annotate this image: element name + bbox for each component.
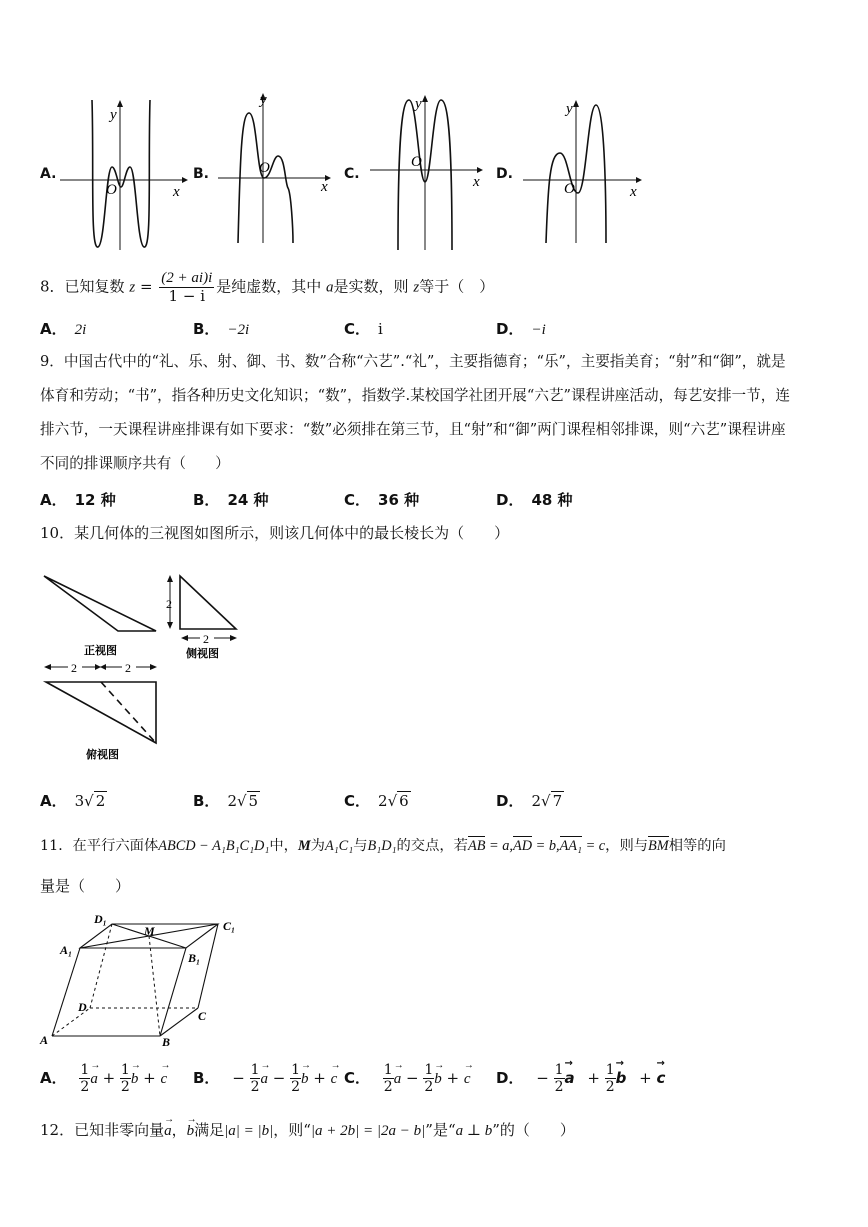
option-coef: 2 [378,792,388,810]
option-coef: 3 [74,792,85,810]
option-label: A． [40,792,67,810]
q11-vec-ab: AB [467,838,486,854]
q8-option-d[interactable] [496,318,546,339]
q8-lead: 已知复数 [64,277,125,296]
q8-z2: z [413,279,420,296]
label-d: D [78,1000,87,1014]
q11-option-b[interactable] [193,1062,337,1095]
origin-label: O [411,154,422,170]
label-c: C [198,1009,207,1023]
origin-label: O [564,181,575,197]
q11-mid1: 中， [269,838,298,854]
option-label: B． [193,491,220,509]
option-value: 36 种 [378,491,420,509]
y-axis-arrow [573,100,579,107]
option-value: 48 种 [531,491,573,509]
x-axis-arrow [636,177,642,183]
q10-option-b[interactable]: B． 2√ 5 [193,792,259,810]
q8-z: z [129,279,136,296]
q12-expression: |a + 2b| = |2a − b| [310,1123,426,1139]
option-value: −2i [227,322,250,338]
q12-vec-b: → b [187,1121,195,1141]
q12-mid: 满足 [194,1121,225,1139]
option-label: D． [496,792,524,810]
q9-option-c[interactable] [344,489,427,510]
top-view-hidden-edge [101,682,156,743]
option-value: −i [531,322,546,338]
q11-vec-aa1-rhs: = c [582,838,606,854]
q11-option-c[interactable] [344,1062,471,1095]
top-dim-label-1: 2 [71,661,77,675]
q12-stem [40,1120,575,1141]
q7-option-d-label[interactable]: D. [496,166,513,182]
x-label: x [473,174,480,190]
option-d-expr: − $\frac{1}{2}$ → a + $\frac{1}{2}$ → b + → c [536,1069,673,1087]
option-label: C． [344,792,371,810]
q8-fraction [159,270,214,305]
edge-bb1 [160,948,186,1036]
label-a: A [40,1033,49,1047]
option-label: C． [344,1068,371,1087]
option-b-expr: − $\frac{1}{2}$ → a − $\frac{1}{2}$ → b + → c [232,1069,337,1087]
option-value: 2i [74,322,87,338]
q7-graph-d[interactable] [518,95,648,247]
x-axis-arrow [182,177,188,183]
option-label: B． [193,1068,220,1087]
q7-option-a-label[interactable]: A. [40,166,57,182]
edge-dd1-hidden [90,924,112,1008]
option-label: B． [193,792,220,810]
q10-option-c[interactable]: C． 2√ 6 [344,792,409,810]
q11-bd: B₁D₁ [367,838,397,854]
option-label: D． [496,491,524,509]
option-coef: 2 [531,792,541,810]
q11-vec-aa1: AA₁ [559,838,582,854]
side-dim-label: 2 [166,597,172,611]
q12-end: ”的（ ） [492,1121,575,1139]
option-label: C． [344,320,371,338]
q9-line-3: 排六节，一天课程讲座排课有如下要求：“数”必须排在第三节，且“射”和“御”两门课程相邻排课，则“六艺”课程讲座 [40,421,786,438]
q11-solid: ABCD − A₁B₁C₁D₁ [158,838,270,854]
q11-end: 相等的向 [668,838,726,854]
side-width-dim-label: 2 [203,632,209,646]
option-label: D． [496,320,524,338]
q8-end: 等于（ ） [419,277,495,296]
option-label: C． [344,491,371,509]
q12-perp: a ⊥ b [455,1123,493,1139]
q9-option-a[interactable] [40,489,124,510]
label-b: B [162,1035,171,1049]
top-view-label: 俯视图 [86,749,119,761]
q9-line-1: 9．中国古代中的“礼、乐、射、御、书、数”合称“六艺”.“礼”，主要指德育；“乐”，主要指美育；“射”和“御”，就是 [40,353,786,370]
q7-option-b-label[interactable]: B. [193,166,209,182]
y-label: y [415,96,422,112]
q11-mid3: 与 [353,838,368,854]
option-value: 12 种 [74,491,116,509]
label-m: M [144,924,155,938]
q9-line-4: 不同的排课顺序共有（ ） [40,455,230,472]
front-view-label: 正视图 [84,645,117,657]
q7-graph-c[interactable] [365,90,495,255]
q11-mid2: 为 [310,838,325,854]
option-a-expr: $\frac{1}{2}$ → a + $\frac{1}{2}$ → b + → c [79,1069,167,1087]
origin-label: O [106,182,117,198]
option-c-expr: $\frac{1}{2}$ → a − $\frac{1}{2}$ → b + → c [383,1069,471,1087]
origin-label: O [259,160,270,176]
q11-vec-ad-rhs: = b, [532,838,560,854]
curve [92,100,150,247]
q9-option-b[interactable] [193,489,277,510]
q8-stem [40,270,494,305]
front-view-shape [44,576,156,631]
q11-stem [40,836,726,856]
q11-parallelepiped-diagram [38,908,248,1050]
side-view-shape [180,576,236,629]
option-value: i [378,320,383,338]
x-axis-arrow [477,167,483,173]
label-d1: D₁ [94,912,107,926]
q10-stem: 10．某几何体的三视图如图所示，则该几何体中的最长棱长为（ ） [40,524,510,542]
x-label: x [173,184,180,200]
q9-line-2: 体育和劳动；“书”，指各种历史文化知识；“数”，指数学.某校国学社团开展“六艺”课程讲座活动，每艺安排一节，连 [40,387,790,404]
q12-condition: |a| = |b| [224,1123,274,1139]
y-label: y [566,101,573,117]
q11-mid4: 的交点，若 [396,838,468,854]
option-label: A． [40,1068,67,1087]
label-b1: B₁ [188,951,201,965]
q11-vec-ab-rhs: = a, [485,838,513,854]
label-a1: A₁ [60,943,73,957]
q10-option-d[interactable]: D． 2√ 7 [496,792,563,810]
y-axis-arrow [117,100,123,107]
q9-option-d[interactable] [496,489,581,510]
q11-vec-bm: BM [648,838,669,854]
option-label: A． [40,320,67,338]
option-label: D． [496,1068,524,1087]
y-label: y [110,107,117,123]
q11-vec-ad: AD [512,838,533,854]
x-label: x [630,184,637,200]
option-coef: 2 [227,792,237,810]
q8-option-c[interactable] [344,318,383,339]
q11-line-2: 量是（ ） [40,877,131,895]
edge-bc [160,1008,198,1036]
label-c1: C₁ [223,919,236,933]
option-radicand: 7 [552,792,563,810]
q11-pre: 11．在平行六面体 [40,838,159,854]
y-label: y [260,92,267,108]
option-label: A． [40,491,67,509]
option-radicand: 2 [95,792,106,810]
q8-numerator: (2 + ai)i [161,270,213,286]
q8-eq: = [135,277,158,296]
q12-comma: ， [171,1121,187,1139]
option-radicand: 6 [399,792,409,810]
q8-mid1: 是纯虚数，其中 [216,277,322,296]
q8-mid2: 是实数，则 [333,277,409,296]
edge-aa1 [52,948,80,1036]
q8-number: 8． [40,277,65,296]
top-dim-label-2: 2 [125,661,131,675]
q7-graph-b[interactable] [213,88,343,248]
x-label: x [321,179,328,195]
option-value: 24 种 [227,491,269,509]
option-label: B． [193,320,220,338]
q11-mid5: ，则与 [605,838,649,854]
q7-graph-a[interactable] [60,95,190,255]
q8-option-a[interactable] [40,318,86,339]
segment-bm [149,936,160,1036]
q11-option-d[interactable] [496,1062,673,1095]
side-view-label: 侧视图 [186,648,219,660]
q12-mid2: ，则“ [273,1121,311,1139]
q12-mid3: ”是“ [425,1121,456,1139]
q11-ac: A₁C₁ [324,838,354,854]
q10-three-view-diagram [38,568,258,768]
option-radicand: 5 [248,792,259,810]
q11-M: M [297,838,311,854]
top-view-shape [46,682,156,743]
q10-option-a[interactable]: A． 3√ 2 [40,792,106,810]
q8-a: a [326,279,334,296]
q8-denominator: 1 − i [168,287,205,305]
q11-option-a[interactable] [40,1062,167,1095]
q12-pre: 12．已知非零向量 [40,1121,165,1139]
q8-option-b[interactable] [193,318,249,339]
q12-vec-a: → a [164,1121,172,1141]
q7-option-c-label[interactable]: C. [344,166,360,182]
y-axis-arrow [422,95,428,102]
